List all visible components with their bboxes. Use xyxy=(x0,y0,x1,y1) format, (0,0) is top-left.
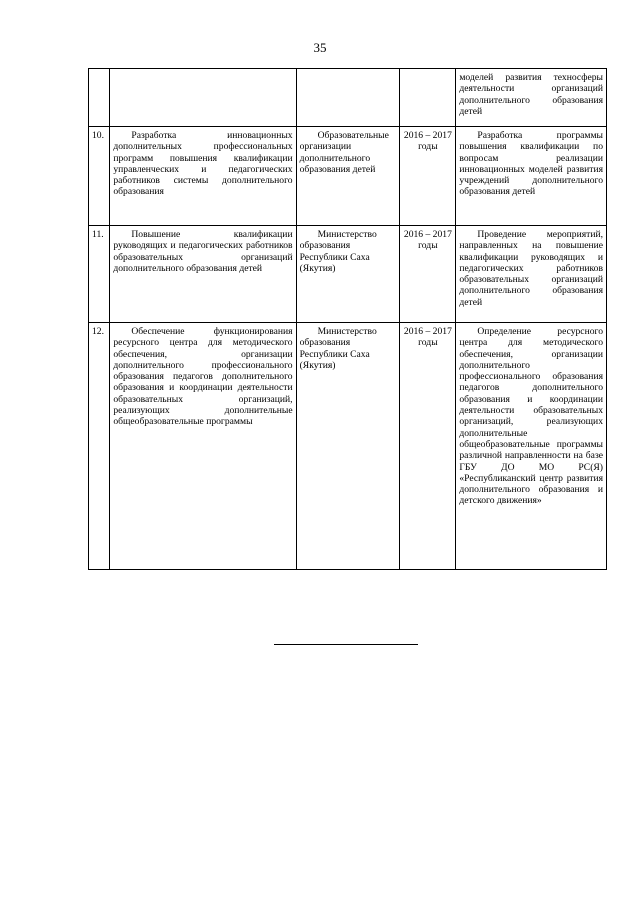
term: 2016 – 2017 годы xyxy=(400,323,456,570)
expected-result: Определение ресурсного центра для методического обеспечения, организации дополнительного профессионального образования педагогов дополнительного образования и координации деятельности образовательных организаций, реализующих дополнительные общеобразовательные программы различной направленности на базе ГБУ ДО МО РС(Я) «Республиканский центр развития дополнительного образования и детского движения» xyxy=(459,326,603,507)
term: 2016 – 2017 годы xyxy=(400,127,456,226)
page-number: 35 xyxy=(313,40,327,55)
row-number: 11. xyxy=(89,226,110,323)
executor xyxy=(296,69,400,127)
expected-result: Проведение мероприятий, направленных на повышение квалификации руководящих и педагогических работников образовательных организаций дополнительного образования детей xyxy=(459,229,603,308)
executor: Министерство образования Республики Саха (Якутия) xyxy=(299,229,377,274)
table-row xyxy=(89,226,607,323)
term xyxy=(400,69,456,127)
expected-result: моделей развития техносферы деятельности организаций дополнительного образования детей xyxy=(456,69,607,127)
plan-table xyxy=(88,68,607,570)
row-number: 12. xyxy=(89,323,110,570)
row-number: 10. xyxy=(89,127,110,226)
table-row xyxy=(89,127,607,226)
activity-name: Разработка инновационных дополнительных профессиональных программ повышения квалификации управленческих и педагогических работников системы дополнительного образования xyxy=(113,130,293,198)
expected-result: Разработка программы повышения квалификации по вопросам реализации инновационных моделей развития учреждений дополнительного образования детей xyxy=(459,130,603,198)
activity-name xyxy=(110,69,296,127)
activity-name: Повышение квалификации руководящих и педагогических работников образовательных организаций дополнительного образования детей xyxy=(113,229,293,274)
table-row xyxy=(89,323,607,570)
executor: Образовательные организации дополнительного образования детей xyxy=(299,130,389,175)
term: 2016 – 2017 годы xyxy=(400,226,456,323)
end-divider-line xyxy=(274,644,418,645)
executor: Министерство образования Республики Саха (Якутия) xyxy=(299,326,377,371)
table-row xyxy=(89,69,607,127)
activity-name: Обеспечение функционирования ресурсного центра для методического обеспечения, организации дополнительного профессионального образования педагогов дополнительного образования и координации деятельности образовательных организаций, реализующих дополнительные общеобразовательные программы xyxy=(113,326,293,428)
row-number xyxy=(89,69,110,127)
